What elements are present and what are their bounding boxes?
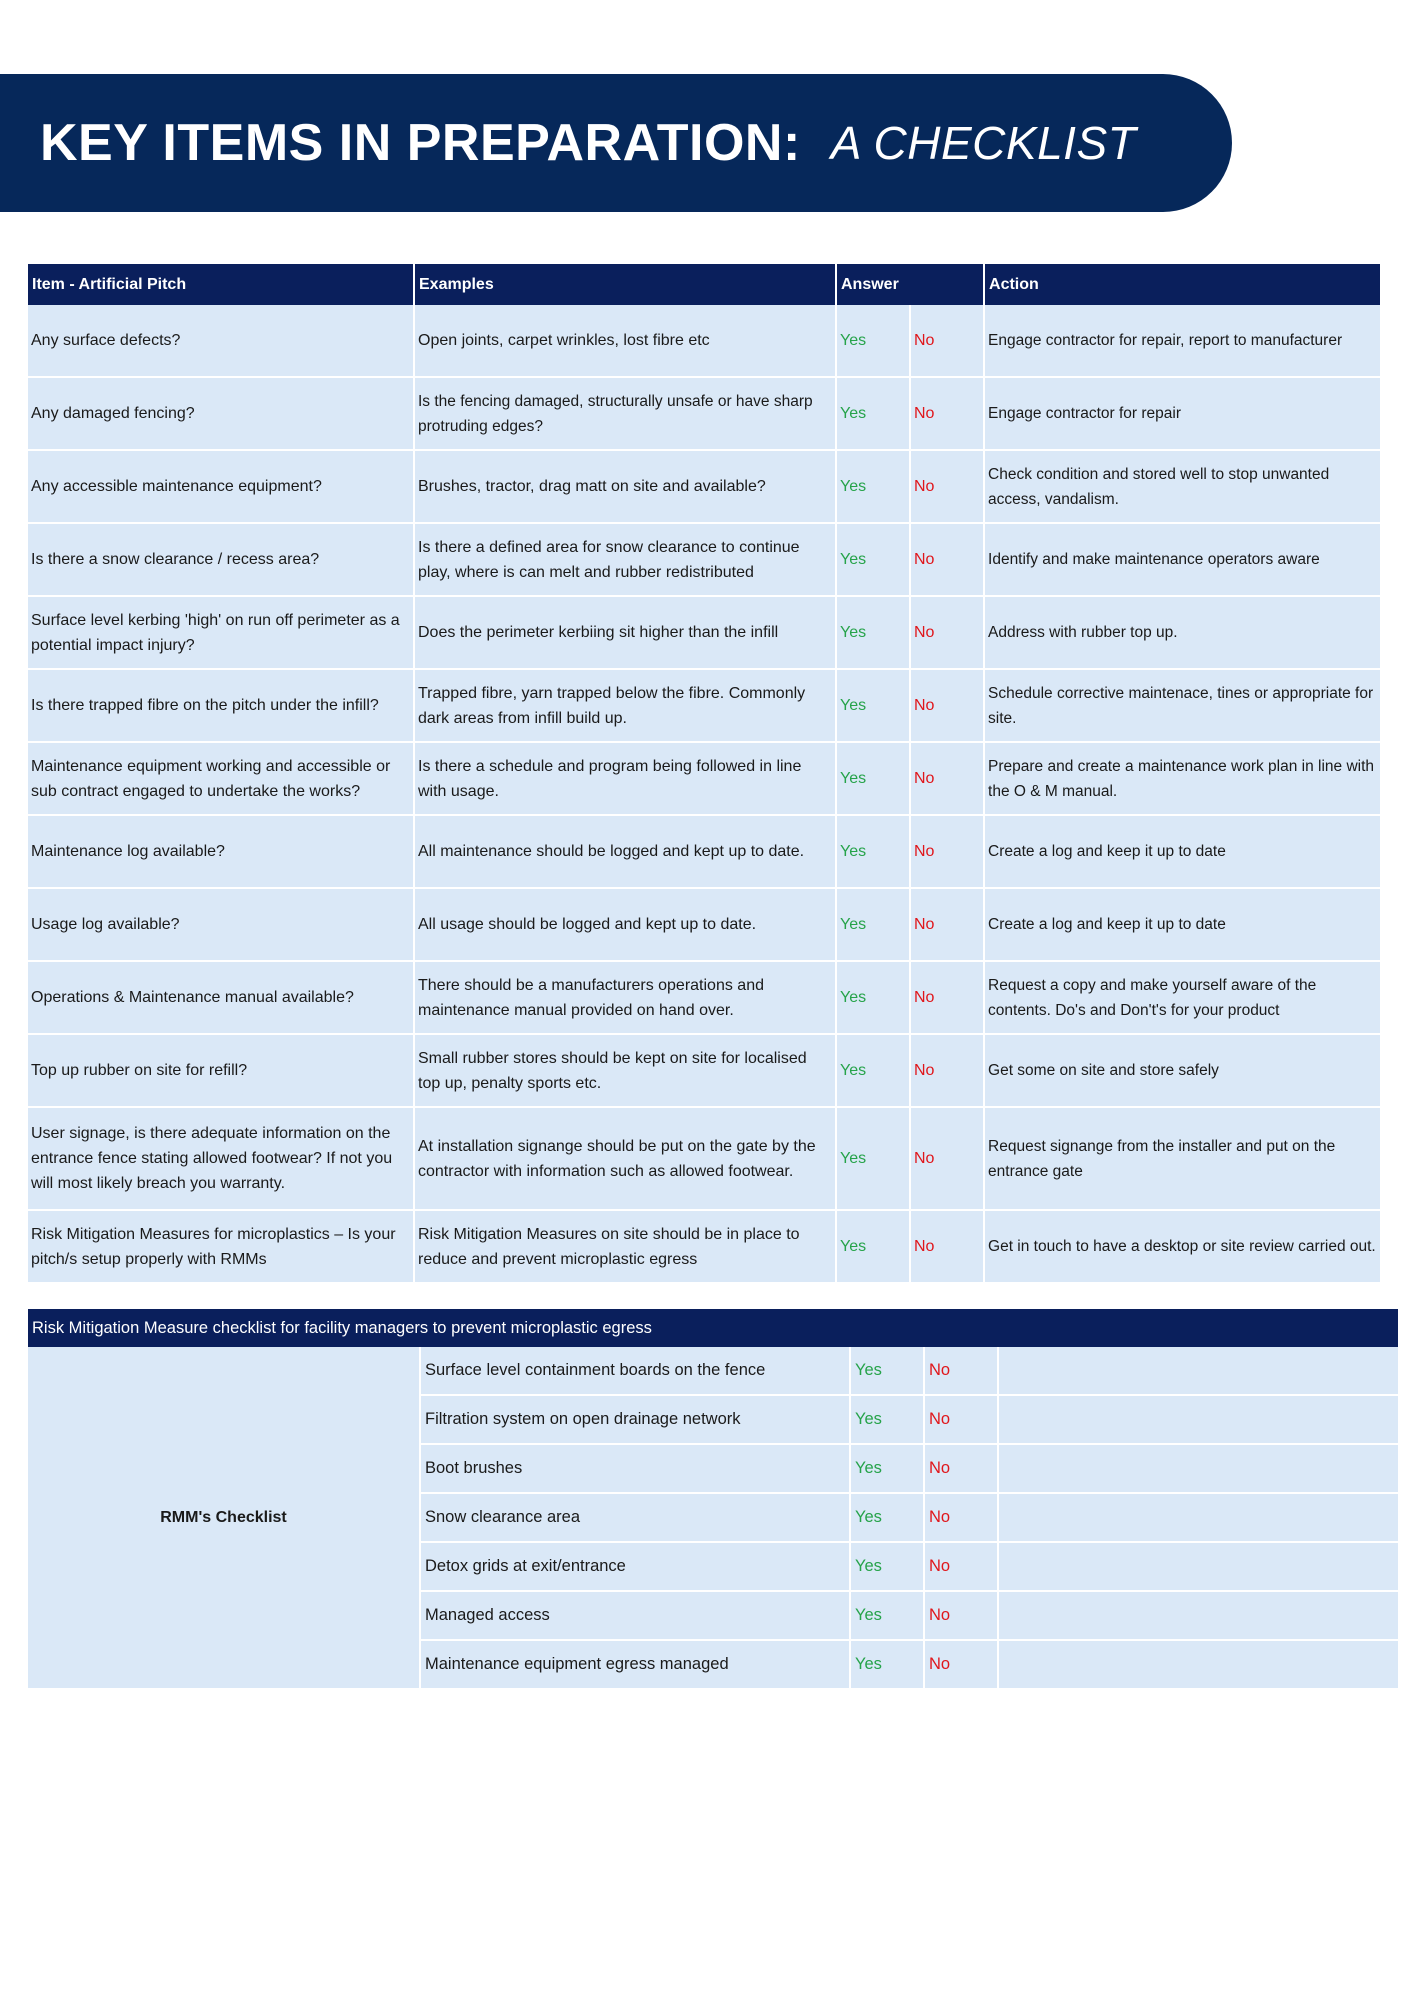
no-option[interactable]: No <box>924 1347 998 1395</box>
rmm-notes-cell <box>998 1493 1398 1542</box>
table-row <box>28 1107 1380 1210</box>
table-row <box>28 596 1380 669</box>
rmm-item: Detox grids at exit/entrance <box>420 1542 850 1591</box>
rmm-item: Boot brushes <box>420 1444 850 1493</box>
no-option[interactable]: No <box>910 888 984 961</box>
rmm-item: Managed access <box>420 1591 850 1640</box>
header-item: Item - Artificial Pitch <box>28 264 414 305</box>
item-cell: Any surface defects? <box>28 305 414 377</box>
item-cell: Usage log available? <box>28 888 414 961</box>
item-cell: Surface level kerbing 'high' on run off perimeter as a potential impact injury? <box>28 596 414 669</box>
yes-option[interactable]: Yes <box>836 815 910 888</box>
yes-option[interactable]: Yes <box>836 961 910 1034</box>
header-action: Action <box>984 264 1380 305</box>
yes-option[interactable]: Yes <box>836 1107 910 1210</box>
no-option[interactable]: No <box>910 1107 984 1210</box>
item-cell: Maintenance log available? <box>28 815 414 888</box>
yes-option[interactable]: Yes <box>850 1395 924 1444</box>
rmm-notes-cell <box>998 1347 1398 1395</box>
item-cell: Maintenance equipment working and accessible or sub contract engaged to undertake the works? <box>28 742 414 815</box>
example-cell: Is there a defined area for snow clearance to continue play, where is can melt and rubber redistributed <box>414 523 836 596</box>
title-banner <box>0 74 1232 212</box>
action-cell: Identify and make maintenance operators aware <box>984 523 1380 596</box>
rmm-checklist-label: RMM's Checklist <box>28 1347 420 1689</box>
example-cell: There should be a manufacturers operations and maintenance manual provided on hand over. <box>414 961 836 1034</box>
example-cell: All maintenance should be logged and kept up to date. <box>414 815 836 888</box>
example-cell: Open joints, carpet wrinkles, lost fibre etc <box>414 305 836 377</box>
rmm-row <box>28 1347 1398 1395</box>
no-option[interactable]: No <box>910 815 984 888</box>
table-row <box>28 450 1380 523</box>
item-cell: Any damaged fencing? <box>28 377 414 450</box>
no-option[interactable]: No <box>924 1493 998 1542</box>
no-option[interactable]: No <box>910 450 984 523</box>
no-option[interactable]: No <box>910 523 984 596</box>
no-option[interactable]: No <box>910 596 984 669</box>
action-cell: Engage contractor for repair, report to manufacturer <box>984 305 1380 377</box>
action-cell: Schedule corrective maintenace, tines or appropriate for site. <box>984 669 1380 742</box>
table-row <box>28 815 1380 888</box>
rmm-notes-cell <box>998 1591 1398 1640</box>
yes-option[interactable]: Yes <box>836 1034 910 1107</box>
no-option[interactable]: No <box>910 1034 984 1107</box>
rmm-item: Maintenance equipment egress managed <box>420 1640 850 1689</box>
action-cell: Prepare and create a maintenance work plan in line with the O & M manual. <box>984 742 1380 815</box>
action-cell: Request a copy and make yourself aware of the contents. Do's and Don't's for your product <box>984 961 1380 1034</box>
no-option[interactable]: No <box>924 1591 998 1640</box>
item-cell: Is there trapped fibre on the pitch under the infill? <box>28 669 414 742</box>
no-option[interactable]: No <box>910 1210 984 1283</box>
item-cell: Risk Mitigation Measures for microplastics – Is your pitch/s setup properly with RMMs <box>28 1210 414 1283</box>
no-option[interactable]: No <box>910 742 984 815</box>
table-row <box>28 305 1380 377</box>
action-cell: Get some on site and store safely <box>984 1034 1380 1107</box>
table-row <box>28 961 1380 1034</box>
yes-option[interactable]: Yes <box>836 888 910 961</box>
table-row <box>28 1034 1380 1107</box>
action-cell: Create a log and keep it up to date <box>984 815 1380 888</box>
rmm-item: Surface level containment boards on the fence <box>420 1347 850 1395</box>
action-cell: Engage contractor for repair <box>984 377 1380 450</box>
title-italic: A CHECKLIST <box>830 117 1137 169</box>
example-cell: All usage should be logged and kept up to date. <box>414 888 836 961</box>
no-option[interactable]: No <box>924 1640 998 1689</box>
no-option[interactable]: No <box>910 961 984 1034</box>
item-cell: Any accessible maintenance equipment? <box>28 450 414 523</box>
item-cell: User signage, is there adequate information on the entrance fence stating allowed footwear? If not you will most likely breach you warranty. <box>28 1107 414 1210</box>
example-cell: Trapped fibre, yarn trapped below the fibre. Commonly dark areas from infill build up. <box>414 669 836 742</box>
no-option[interactable]: No <box>910 669 984 742</box>
no-option[interactable]: No <box>924 1542 998 1591</box>
title-bold: KEY ITEMS IN PREPARATION: <box>40 114 801 172</box>
no-option[interactable]: No <box>924 1395 998 1444</box>
rmm-checklist-table <box>28 1309 1398 1690</box>
rmm-notes-cell <box>998 1640 1398 1689</box>
example-cell: Brushes, tractor, drag matt on site and available? <box>414 450 836 523</box>
item-cell: Top up rubber on site for refill? <box>28 1034 414 1107</box>
example-cell: Is there a schedule and program being followed in line with usage. <box>414 742 836 815</box>
example-cell: Risk Mitigation Measures on site should be in place to reduce and prevent microplastic egress <box>414 1210 836 1283</box>
no-option[interactable]: No <box>910 305 984 377</box>
yes-option[interactable]: Yes <box>850 1591 924 1640</box>
yes-option[interactable]: Yes <box>836 596 910 669</box>
example-cell: Small rubber stores should be kept on site for localised top up, penalty sports etc. <box>414 1034 836 1107</box>
yes-option[interactable]: Yes <box>836 523 910 596</box>
example-cell: Does the perimeter kerbiing sit higher than the infill <box>414 596 836 669</box>
rmm-item: Filtration system on open drainage network <box>420 1395 850 1444</box>
item-cell: Is there a snow clearance / recess area? <box>28 523 414 596</box>
rmm-notes-cell <box>998 1444 1398 1493</box>
table-row <box>28 888 1380 961</box>
yes-option[interactable]: Yes <box>836 669 910 742</box>
yes-option[interactable]: Yes <box>850 1347 924 1395</box>
rmm-notes-cell <box>998 1542 1398 1591</box>
no-option[interactable]: No <box>910 377 984 450</box>
no-option[interactable]: No <box>924 1444 998 1493</box>
yes-option[interactable]: Yes <box>850 1640 924 1689</box>
item-cell: Operations & Maintenance manual available? <box>28 961 414 1034</box>
rmm-item: Snow clearance area <box>420 1493 850 1542</box>
table-row <box>28 742 1380 815</box>
table-row <box>28 669 1380 742</box>
action-cell: Address with rubber top up. <box>984 596 1380 669</box>
yes-option[interactable]: Yes <box>850 1542 924 1591</box>
yes-option[interactable]: Yes <box>836 305 910 377</box>
yes-option[interactable]: Yes <box>836 450 910 523</box>
table-row <box>28 523 1380 596</box>
action-cell: Check condition and stored well to stop unwanted access, vandalism. <box>984 450 1380 523</box>
yes-option[interactable]: Yes <box>850 1493 924 1542</box>
yes-option[interactable]: Yes <box>836 377 910 450</box>
action-cell: Get in touch to have a desktop or site review carried out. <box>984 1210 1380 1283</box>
table-header-row <box>28 264 1380 305</box>
rmm-notes-cell <box>998 1395 1398 1444</box>
action-cell: Create a log and keep it up to date <box>984 888 1380 961</box>
preparation-checklist-table <box>28 264 1380 1284</box>
example-cell: At installation signange should be put on the gate by the contractor with information such as allowed footwear. <box>414 1107 836 1210</box>
example-cell: Is the fencing damaged, structurally unsafe or have sharp protruding edges? <box>414 377 836 450</box>
yes-option[interactable]: Yes <box>836 1210 910 1283</box>
rmm-header: Risk Mitigation Measure checklist for facility managers to prevent microplastic egress <box>28 1309 1398 1347</box>
header-answer: Answer <box>836 264 984 305</box>
action-cell: Request signange from the installer and put on the entrance gate <box>984 1107 1380 1210</box>
yes-option[interactable]: Yes <box>836 742 910 815</box>
yes-option[interactable]: Yes <box>850 1444 924 1493</box>
table-row <box>28 1210 1380 1283</box>
header-examples: Examples <box>414 264 836 305</box>
table-row <box>28 377 1380 450</box>
